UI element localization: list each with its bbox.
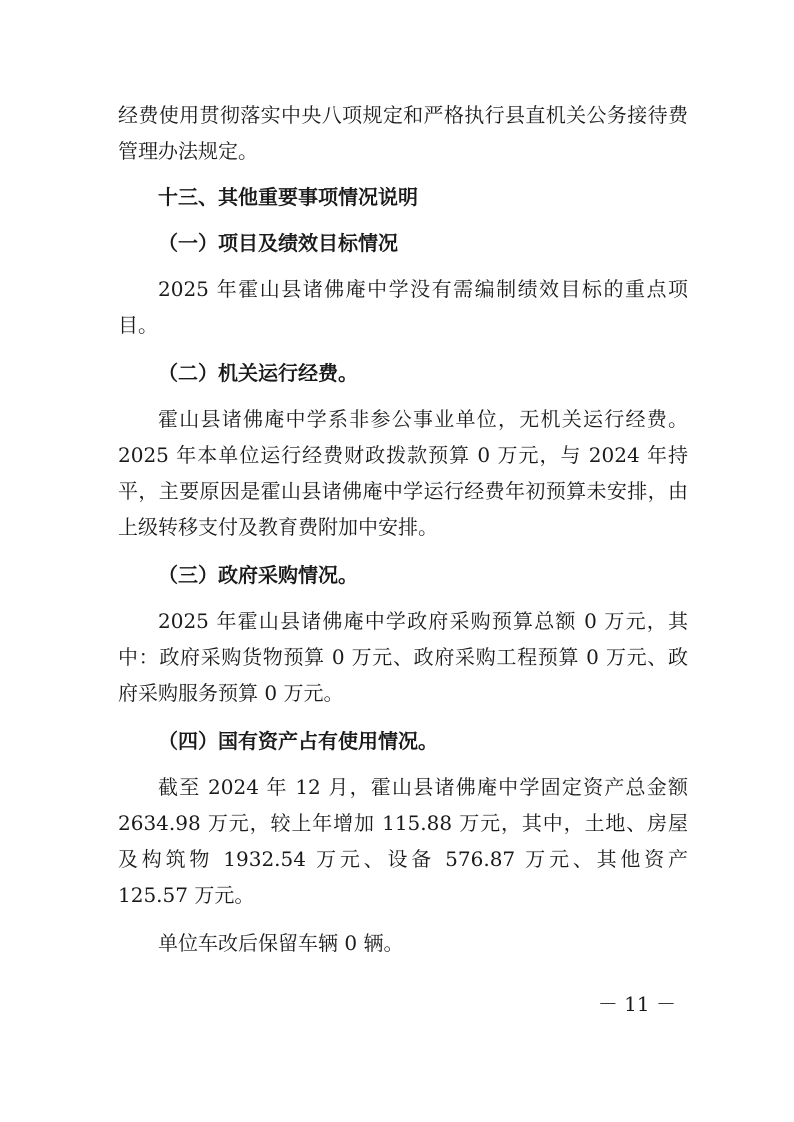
subsection-3-body: 2025 年霍山县诸佛庵中学政府采购预算总额 0 万元，其中：政府采购货物预算 0 万元、政府采购工程预算 0 万元、政府采购服务预算 0 万元。 <box>118 609 688 705</box>
section-13-heading: 十三、其他重要事项情况说明 <box>158 185 418 209</box>
subsection-2-heading: （二）机关运行经费。 <box>158 361 358 385</box>
subsection-4-vehicles: 单位车改后保留车辆 0 辆。 <box>158 931 404 955</box>
document-page <box>118 97 688 961</box>
subsection-1-heading: （一）项目及绩效目标情况 <box>158 231 398 255</box>
subsection-4-body: 截至 2024 年 12 月，霍山县诸佛庵中学固定资产总金额 2634.98 万元，较上年增加 115.88 万元，其中，土地、房屋及构筑物 1932.54 万元、设备 576.87 万元、其他资产 125.57 万元。 <box>118 775 688 907</box>
intro-continuation-paragraph: 经费使用贯彻落实中央八项规定和严格执行县直机关公务接待费管理办法规定。 <box>118 103 688 163</box>
subsection-2-body: 霍山县诸佛庵中学系非参公事业单位，无机关运行经费。2025 年本单位运行经费财政拨款预算 0 万元，与 2024 年持平，主要原因是霍山县诸佛庵中学运行经费年初预算未安排，由上级转移支付及教育费附加中安排。 <box>118 407 688 539</box>
subsection-4-heading: （四）国有资产占有使用情况。 <box>158 729 438 753</box>
page-number: － 11 － <box>597 992 676 1016</box>
subsection-1-body: 2025 年霍山县诸佛庵中学没有需编制绩效目标的重点项目。 <box>118 277 688 337</box>
subsection-3-heading: （三）政府采购情况。 <box>158 563 358 587</box>
